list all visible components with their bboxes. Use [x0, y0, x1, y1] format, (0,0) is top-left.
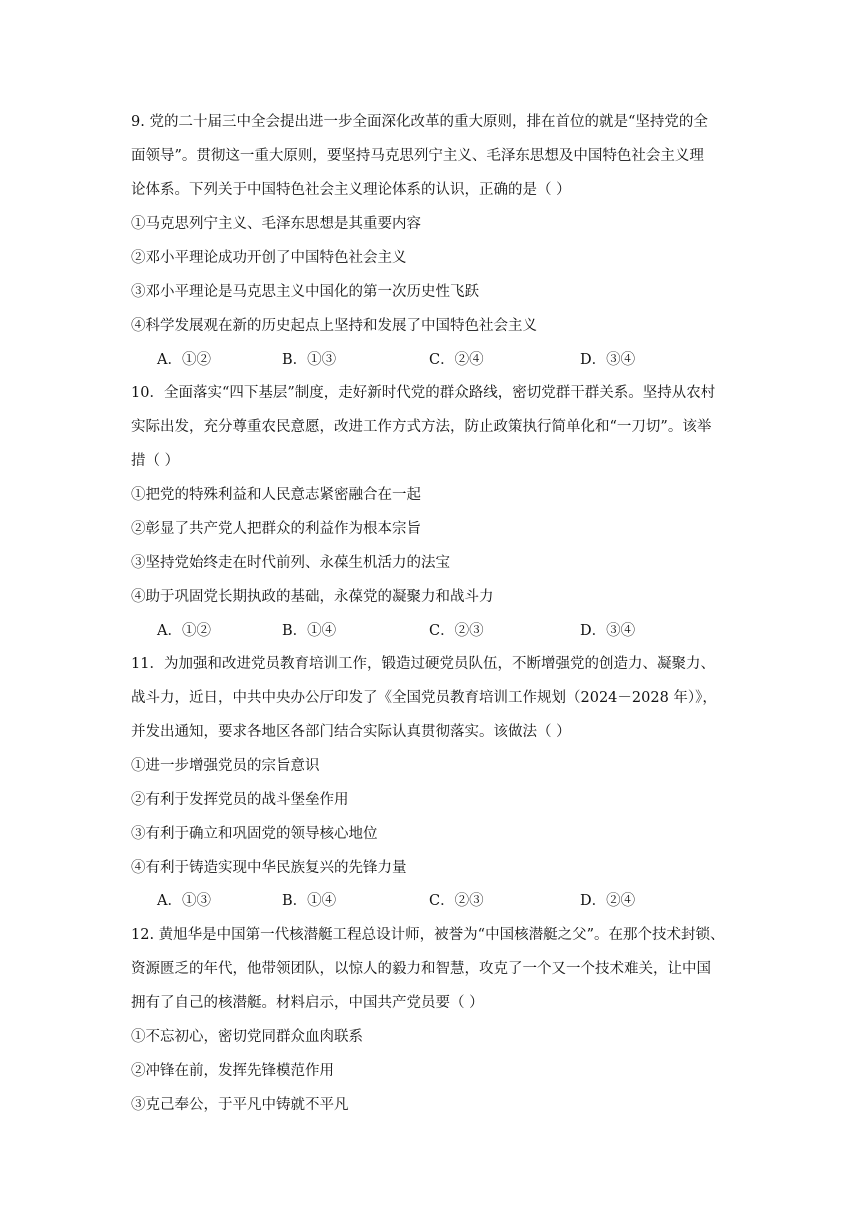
q10-options — [157, 621, 717, 641]
q11-options — [157, 891, 717, 911]
q9-item-1: ①马克思列宁主义、毛泽东思想是其重要内容 — [131, 216, 421, 232]
q11-item-4: ④有利于铸造实现中华民族复兴的先锋力量 — [131, 860, 407, 876]
q10-item-3: ③坚持党始终走在时代前列、永葆生机活力的法宝 — [131, 555, 450, 571]
q9-option-b: B．①③ — [282, 352, 337, 368]
q11-line-3: 并发出通知，要求各地区各部门结合实际认真贯彻落实。该做法（ ） — [131, 724, 571, 740]
q9-line-1: 9. 党的二十届三中全会提出进一步全面深化改革的重大原则，排在首位的就是“坚持党的全 — [131, 114, 708, 130]
q11-item-2: ②有利于发挥党员的战斗堡垒作用 — [131, 792, 349, 808]
q9-item-2: ②邓小平理论成功开创了中国特色社会主义 — [131, 250, 407, 266]
q12-line-2: 资源匮乏的年代，他带领团队，以惊人的毅力和智慧，攻克了一个又一个技术难关，让中国 — [131, 961, 711, 977]
q11-item-3: ③有利于确立和巩固党的领导核心地位 — [131, 826, 378, 842]
q10-option-d: D．③④ — [580, 623, 636, 639]
q11-option-d: D．②④ — [580, 893, 636, 909]
q10-option-a: A．①② — [157, 623, 211, 639]
q12-item-2: ②冲锋在前，发挥先锋模范作用 — [131, 1063, 334, 1079]
q10-item-4: ④助于巩固党长期执政的基础，永葆党的凝聚力和战斗力 — [131, 589, 494, 605]
q11-option-c: C．②③ — [429, 893, 484, 909]
q12-item-1: ①不忘初心，密切党同群众血肉联系 — [131, 1029, 363, 1045]
q9-options — [157, 350, 717, 370]
q9-item-4: ④科学发展观在新的历史起点上坚持和发展了中国特色社会主义 — [131, 318, 537, 334]
q11-option-a: A．①③ — [157, 893, 211, 909]
q9-line-2: 面领导”。贯彻这一重大原则，要坚持马克思列宁主义、毛泽东思想及中国特色社会主义理 — [131, 148, 704, 164]
q9-item-3: ③邓小平理论是马克思主义中国化的第一次历史性飞跃 — [131, 284, 479, 300]
q11-item-1: ①进一步增强党员的宗旨意识 — [131, 758, 320, 774]
q11-option-b: B．①④ — [282, 893, 337, 909]
q12-line-1: 12. 黄旭华是中国第一代核潜艇工程总设计师，被誉为“中国核潜艇之父”。在那个技术封锁、 — [131, 927, 725, 943]
q12-item-3: ③克己奉公，于平凡中铸就不平凡 — [131, 1097, 349, 1113]
q10-item-2: ②彰显了共产党人把群众的利益作为根本宗旨 — [131, 521, 421, 537]
q11-line-1: 11．为加强和改进党员教育培训工作，锻造过硬党员队伍，不断增强党的创造力、凝聚力、 — [131, 656, 715, 672]
q10-option-b: B．①④ — [282, 623, 337, 639]
q9-option-d: D．③④ — [580, 352, 636, 368]
q10-line-3: 措（ ） — [131, 453, 180, 469]
q12-line-3: 拥有了自己的核潜艇。材料启示，中国共产党员要（ ） — [131, 995, 484, 1011]
q10-line-1: 10．全面落实“四下基层”制度，走好新时代党的群众路线，密切党群干群关系。坚持从农村 — [131, 385, 716, 401]
q11-line-2: 战斗力，近日，中共中央办公厅印发了《全国党员教育培训工作规划（2024－2028 年）》， — [131, 690, 717, 706]
q9-option-c: C．②④ — [429, 352, 484, 368]
q10-item-1: ①把党的特殊利益和人民意志紧密融合在一起 — [131, 487, 421, 503]
q9-line-3: 论体系。下列关于中国特色社会主义理论体系的认识，正确的是（ ） — [131, 182, 571, 198]
q10-line-2: 实际出发，充分尊重农民意愿，改进工作方式方法，防止政策执行简单化和“一刀切”。该举 — [131, 419, 712, 435]
q10-option-c: C．②③ — [429, 623, 484, 639]
q9-option-a: A．①② — [157, 352, 211, 368]
